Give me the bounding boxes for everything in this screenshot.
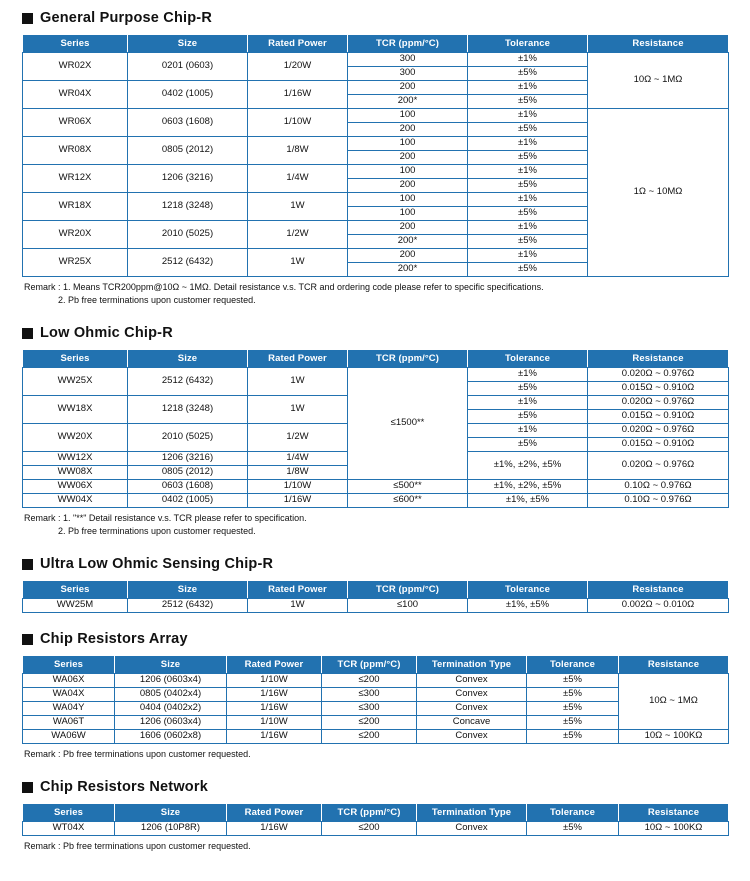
- cell-tolerance: ±5%: [468, 438, 588, 452]
- cell-resistance: 0.015Ω ~ 0.910Ω: [588, 382, 729, 396]
- col-series: Series: [23, 35, 128, 53]
- table-row: [23, 674, 729, 688]
- cell-tolerance: ±1%, ±2%, ±5%: [468, 452, 588, 480]
- cell-tolerance: ±1%: [468, 81, 588, 95]
- cell-series: WT04X: [23, 822, 115, 836]
- cell-power: 1/16W: [227, 822, 322, 836]
- cell-resistance: 10Ω ~ 100KΩ: [619, 822, 729, 836]
- cell-power: 1/2W: [248, 424, 348, 452]
- cell-size: 0404 (0402x2): [115, 702, 227, 716]
- cell-power: 1W: [248, 396, 348, 424]
- cell-size: 0201 (0603): [128, 53, 248, 81]
- section-network: [22, 779, 728, 853]
- array-table: [22, 655, 729, 744]
- section-title: Chip Resistors Network: [40, 779, 208, 796]
- table-header-row: [23, 350, 729, 368]
- remark-block: [24, 281, 728, 307]
- cell-tcr: ≤1500**: [348, 368, 468, 480]
- remark-line: Remark : 1. Means TCR200ppm@10Ω ~ 1MΩ. Detail resistance v.s. TCR and ordering code please refer to specific specifications.: [24, 282, 544, 292]
- col-termination-type: Termination Type: [417, 656, 527, 674]
- col-rated-power: Rated Power: [227, 656, 322, 674]
- cell-tolerance: ±1%: [468, 221, 588, 235]
- cell-series: WW08X: [23, 466, 128, 480]
- col-tolerance: Tolerance: [468, 581, 588, 599]
- cell-size: 2010 (5025): [128, 221, 248, 249]
- bullet-square-icon: [22, 634, 33, 645]
- cell-tolerance: ±5%: [468, 263, 588, 277]
- cell-tolerance: ±5%: [468, 207, 588, 221]
- section-heading: [22, 631, 728, 647]
- col-size: Size: [128, 35, 248, 53]
- cell-tolerance: ±1%: [468, 368, 588, 382]
- cell-size: 2512 (6432): [128, 249, 248, 277]
- cell-series: WA06X: [23, 674, 115, 688]
- cell-tcr: 200: [348, 249, 468, 263]
- cell-tolerance: ±5%: [468, 67, 588, 81]
- cell-tcr: ≤200: [322, 716, 417, 730]
- col-tolerance: Tolerance: [527, 656, 619, 674]
- cell-tolerance: ±5%: [468, 179, 588, 193]
- table-row: [23, 480, 729, 494]
- cell-tolerance: ±1%: [468, 396, 588, 410]
- cell-tcr: 200*: [348, 263, 468, 277]
- remark-block: [24, 748, 728, 761]
- cell-series: WR20X: [23, 221, 128, 249]
- cell-tolerance: ±1%: [468, 424, 588, 438]
- cell-tolerance: ±1%: [468, 137, 588, 151]
- cell-size: 1206 (10P8R): [115, 822, 227, 836]
- cell-size: 0805 (2012): [128, 466, 248, 480]
- bullet-square-icon: [22, 559, 33, 570]
- cell-tcr: 100: [348, 207, 468, 221]
- col-series: Series: [23, 581, 128, 599]
- cell-series: WA04X: [23, 688, 115, 702]
- cell-tcr: 200: [348, 179, 468, 193]
- cell-termination: Concave: [417, 716, 527, 730]
- cell-power: 1/10W: [248, 109, 348, 137]
- cell-tolerance: ±1%, ±5%: [468, 494, 588, 508]
- col-size: Size: [128, 581, 248, 599]
- col-termination-type: Termination Type: [417, 804, 527, 822]
- cell-series: WW18X: [23, 396, 128, 424]
- cell-power: 1/16W: [227, 688, 322, 702]
- cell-tcr: 300: [348, 53, 468, 67]
- col-tolerance: Tolerance: [527, 804, 619, 822]
- remark-block: [24, 840, 728, 853]
- col-tcr: TCR (ppm/°C): [322, 804, 417, 822]
- cell-tolerance: ±1%: [468, 109, 588, 123]
- cell-series: WW06X: [23, 480, 128, 494]
- cell-resistance: 0.020Ω ~ 0.976Ω: [588, 368, 729, 382]
- remark-line: Remark : Pb free terminations upon customer requested.: [24, 749, 251, 760]
- cell-resistance: 0.015Ω ~ 0.910Ω: [588, 410, 729, 424]
- section-heading: [22, 10, 728, 26]
- cell-series: WR02X: [23, 53, 128, 81]
- cell-tcr: ≤200: [322, 730, 417, 744]
- table-row: [23, 368, 729, 382]
- cell-tcr: 100: [348, 165, 468, 179]
- cell-tolerance: ±5%: [468, 382, 588, 396]
- cell-resistance: 10Ω ~ 1MΩ: [619, 674, 729, 730]
- col-series: Series: [23, 350, 128, 368]
- section-ultra-low-ohmic: [22, 556, 728, 613]
- cell-tcr: ≤600**: [348, 494, 468, 508]
- bullet-square-icon: [22, 782, 33, 793]
- cell-tolerance: ±1%: [468, 193, 588, 207]
- cell-tcr: 200*: [348, 95, 468, 109]
- cell-power: 1/8W: [248, 137, 348, 165]
- cell-termination: Convex: [417, 674, 527, 688]
- col-tolerance: Tolerance: [468, 35, 588, 53]
- cell-tolerance: ±1%: [468, 249, 588, 263]
- bullet-square-icon: [22, 13, 33, 24]
- cell-series: WA06W: [23, 730, 115, 744]
- cell-tcr: 300: [348, 67, 468, 81]
- col-rated-power: Rated Power: [248, 350, 348, 368]
- cell-tolerance: ±1%, ±2%, ±5%: [468, 480, 588, 494]
- cell-resistance: 0.015Ω ~ 0.910Ω: [588, 438, 729, 452]
- cell-tolerance: ±5%: [527, 674, 619, 688]
- cell-size: 1606 (0602x8): [115, 730, 227, 744]
- cell-size: 1218 (3248): [128, 193, 248, 221]
- col-tolerance: Tolerance: [468, 350, 588, 368]
- section-heading: [22, 325, 728, 341]
- remark-line: 2. Pb free terminations upon customer requested.: [58, 526, 256, 537]
- cell-termination: Convex: [417, 730, 527, 744]
- remark-block: [24, 512, 728, 538]
- col-tcr: TCR (ppm/°C): [348, 35, 468, 53]
- cell-resistance: 0.020Ω ~ 0.976Ω: [588, 452, 729, 480]
- cell-resistance: 0.002Ω ~ 0.010Ω: [588, 599, 729, 613]
- cell-series: WW12X: [23, 452, 128, 466]
- cell-tcr: 100: [348, 137, 468, 151]
- table-row: [23, 109, 729, 123]
- section-title: General Purpose Chip-R: [40, 10, 212, 26]
- col-size: Size: [128, 350, 248, 368]
- table-row: [23, 599, 729, 613]
- cell-size: 0603 (1608): [128, 109, 248, 137]
- cell-resistance: 10Ω ~ 1MΩ: [588, 53, 729, 109]
- section-heading: [22, 779, 728, 795]
- col-tcr: TCR (ppm/°C): [348, 350, 468, 368]
- cell-power: 1/4W: [248, 452, 348, 466]
- cell-tcr: ≤100: [348, 599, 468, 613]
- table-row: [23, 53, 729, 67]
- cell-power: 1/16W: [227, 730, 322, 744]
- cell-power: 1/10W: [227, 716, 322, 730]
- cell-size: 0805 (2012): [128, 137, 248, 165]
- cell-series: WR12X: [23, 165, 128, 193]
- cell-tcr: 200: [348, 81, 468, 95]
- cell-series: WR18X: [23, 193, 128, 221]
- cell-power: 1/16W: [227, 702, 322, 716]
- cell-tolerance: ±1%: [468, 165, 588, 179]
- cell-tcr: 100: [348, 193, 468, 207]
- cell-power: 1/10W: [248, 480, 348, 494]
- col-size: Size: [115, 656, 227, 674]
- cell-tcr: ≤500**: [348, 480, 468, 494]
- section-title: Ultra Low Ohmic Sensing Chip-R: [40, 556, 274, 573]
- cell-size: 2010 (5025): [128, 424, 248, 452]
- cell-size: 0402 (1005): [128, 494, 248, 508]
- cell-tolerance: ±5%: [527, 702, 619, 716]
- table-header-row: [23, 804, 729, 822]
- cell-resistance: 0.10Ω ~ 0.976Ω: [588, 480, 729, 494]
- cell-tolerance: ±5%: [527, 822, 619, 836]
- col-resistance: Resistance: [588, 581, 729, 599]
- cell-power: 1/2W: [248, 221, 348, 249]
- cell-resistance: 0.020Ω ~ 0.976Ω: [588, 424, 729, 438]
- col-rated-power: Rated Power: [227, 804, 322, 822]
- cell-power: 1/4W: [248, 165, 348, 193]
- section-general-purpose: [22, 10, 728, 307]
- section-heading: [22, 556, 728, 572]
- table-header-row: [23, 656, 729, 674]
- cell-power: 1/20W: [248, 53, 348, 81]
- cell-power: 1/16W: [248, 81, 348, 109]
- cell-size: 0805 (0402x4): [115, 688, 227, 702]
- low-ohmic-table: [22, 349, 729, 508]
- cell-resistance: 10Ω ~ 100KΩ: [619, 730, 729, 744]
- cell-tolerance: ±5%: [527, 730, 619, 744]
- cell-tolerance: ±5%: [468, 95, 588, 109]
- cell-series: WR04X: [23, 81, 128, 109]
- cell-size: 2512 (6432): [128, 599, 248, 613]
- cell-tcr: ≤300: [322, 702, 417, 716]
- cell-termination: Convex: [417, 702, 527, 716]
- col-size: Size: [115, 804, 227, 822]
- cell-series: WR08X: [23, 137, 128, 165]
- cell-size: 1206 (3216): [128, 452, 248, 466]
- cell-resistance: 0.10Ω ~ 0.976Ω: [588, 494, 729, 508]
- ultra-low-ohmic-table: [22, 580, 729, 613]
- cell-size: 1206 (3216): [128, 165, 248, 193]
- cell-tolerance: ±1%, ±5%: [468, 599, 588, 613]
- table-header-row: [23, 35, 729, 53]
- cell-power: 1W: [248, 599, 348, 613]
- cell-tcr: 200: [348, 221, 468, 235]
- table-row: [23, 494, 729, 508]
- cell-size: 1206 (0603x4): [115, 716, 227, 730]
- cell-tolerance: ±1%: [468, 53, 588, 67]
- section-title: Low Ohmic Chip-R: [40, 325, 173, 342]
- cell-tolerance: ±5%: [468, 410, 588, 424]
- col-resistance: Resistance: [588, 350, 729, 368]
- col-tcr: TCR (ppm/°C): [322, 656, 417, 674]
- cell-power: 1W: [248, 368, 348, 396]
- cell-power: 1/8W: [248, 466, 348, 480]
- cell-tolerance: ±5%: [468, 151, 588, 165]
- cell-tolerance: ±5%: [527, 688, 619, 702]
- section-low-ohmic: [22, 325, 728, 538]
- cell-series: WW20X: [23, 424, 128, 452]
- cell-series: WW04X: [23, 494, 128, 508]
- table-row: [23, 730, 729, 744]
- col-resistance: Resistance: [619, 804, 729, 822]
- bullet-square-icon: [22, 328, 33, 339]
- cell-size: 0402 (1005): [128, 81, 248, 109]
- cell-series: WA06T: [23, 716, 115, 730]
- cell-power: 1W: [248, 249, 348, 277]
- cell-size: 1206 (0603x4): [115, 674, 227, 688]
- cell-series: WR06X: [23, 109, 128, 137]
- col-resistance: Resistance: [619, 656, 729, 674]
- cell-resistance: 1Ω ~ 10MΩ: [588, 109, 729, 277]
- col-series: Series: [23, 804, 115, 822]
- cell-power: 1/10W: [227, 674, 322, 688]
- cell-series: WR25X: [23, 249, 128, 277]
- col-tcr: TCR (ppm/°C): [348, 581, 468, 599]
- cell-tcr: 200*: [348, 235, 468, 249]
- cell-tolerance: ±5%: [468, 235, 588, 249]
- cell-tcr: 100: [348, 109, 468, 123]
- col-resistance: Resistance: [588, 35, 729, 53]
- cell-tcr: 200: [348, 123, 468, 137]
- cell-resistance: 0.020Ω ~ 0.976Ω: [588, 396, 729, 410]
- table-row: [23, 822, 729, 836]
- cell-size: 0603 (1608): [128, 480, 248, 494]
- col-rated-power: Rated Power: [248, 581, 348, 599]
- cell-tcr: ≤200: [322, 822, 417, 836]
- general-purpose-table: [22, 34, 729, 277]
- section-array: [22, 631, 728, 761]
- cell-series: WW25M: [23, 599, 128, 613]
- cell-termination: Convex: [417, 688, 527, 702]
- cell-series: WA04Y: [23, 702, 115, 716]
- cell-size: 2512 (6432): [128, 368, 248, 396]
- col-rated-power: Rated Power: [248, 35, 348, 53]
- network-table: [22, 803, 729, 836]
- cell-tolerance: ±5%: [468, 123, 588, 137]
- cell-tolerance: ±5%: [527, 716, 619, 730]
- cell-termination: Convex: [417, 822, 527, 836]
- cell-power: 1W: [248, 193, 348, 221]
- remark-line: Remark : 1. "**" Detail resistance v.s. TCR please refer to specification.: [24, 513, 307, 524]
- cell-size: 1218 (3248): [128, 396, 248, 424]
- cell-series: WW25X: [23, 368, 128, 396]
- cell-tcr: ≤200: [322, 674, 417, 688]
- section-title: Chip Resistors Array: [40, 631, 188, 648]
- cell-power: 1/16W: [248, 494, 348, 508]
- remark-line: Remark : Pb free terminations upon customer requested.: [24, 841, 251, 852]
- table-header-row: [23, 581, 729, 599]
- cell-tcr: ≤300: [322, 688, 417, 702]
- remark-line: 2. Pb free terminations upon customer requested.: [58, 295, 256, 306]
- col-series: Series: [23, 656, 115, 674]
- cell-tcr: 200: [348, 151, 468, 165]
